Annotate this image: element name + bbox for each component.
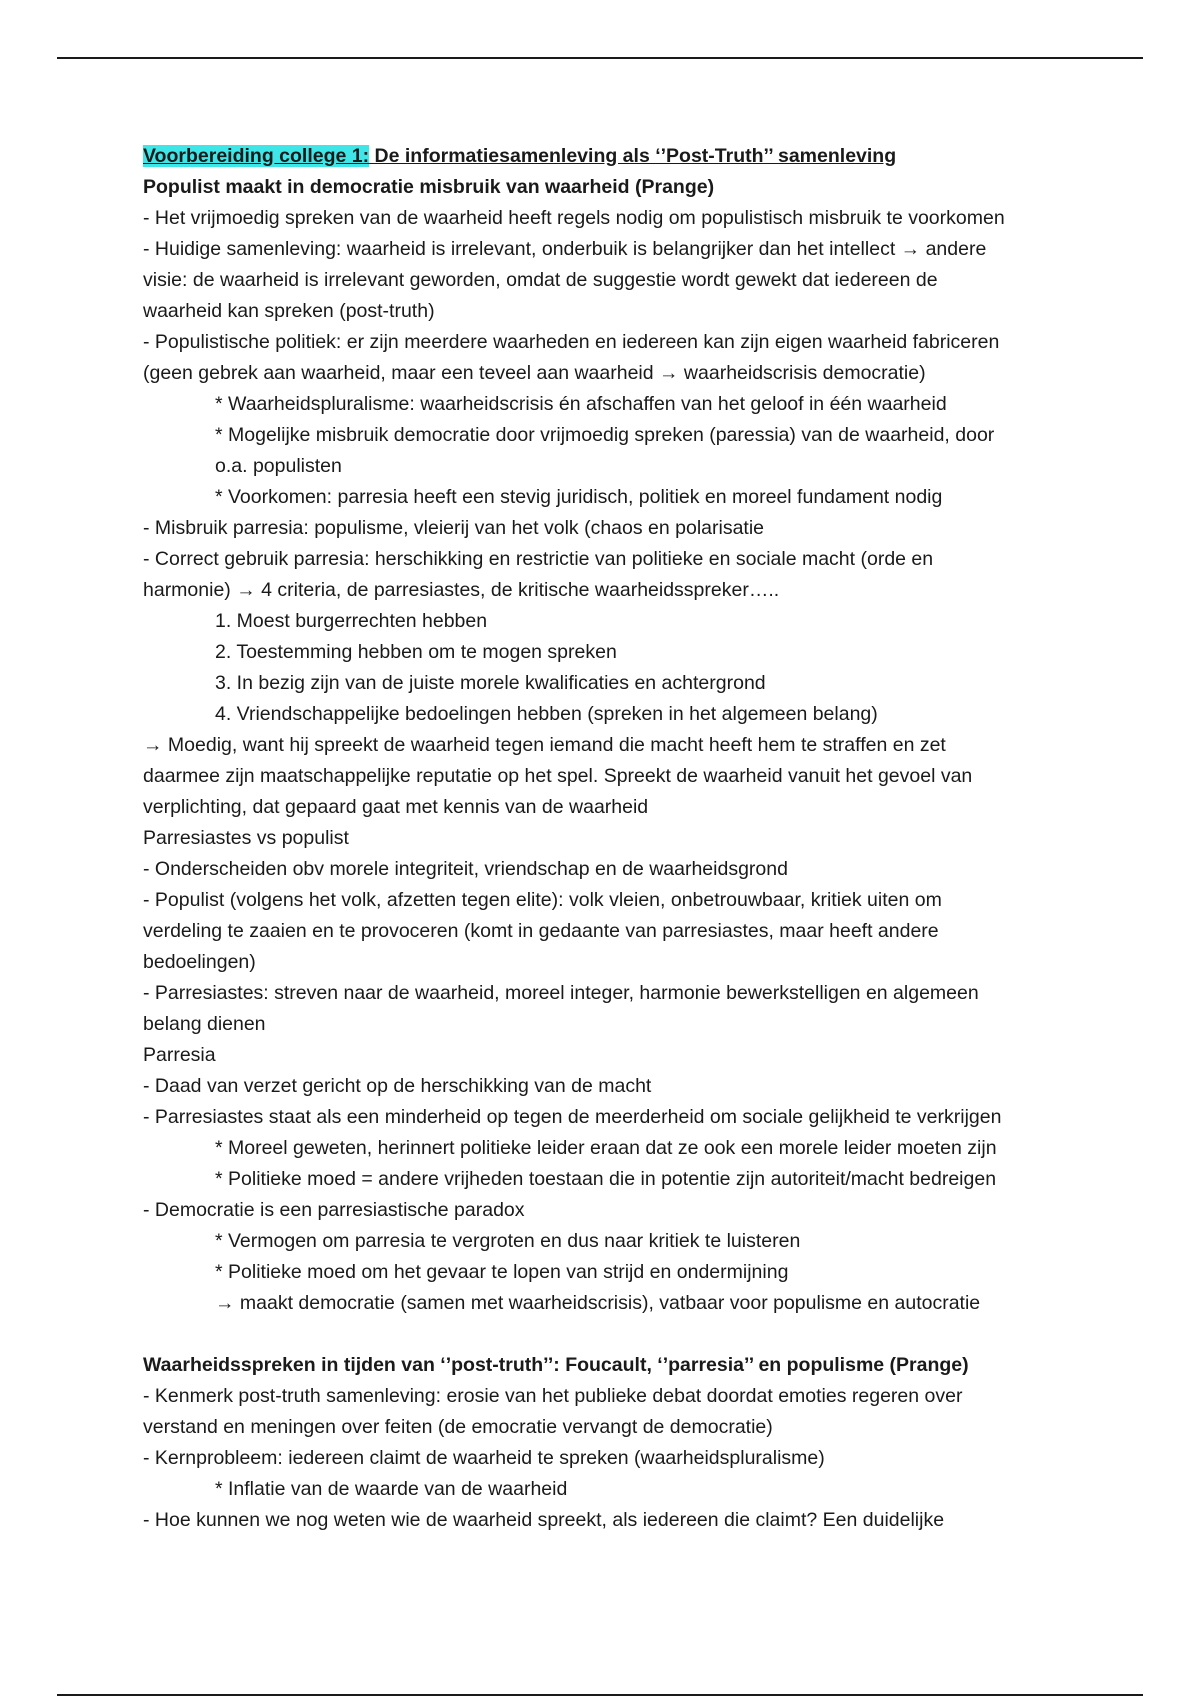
subheading: Parresiastes vs populist [143,827,349,849]
heading-highlight: Voorbereiding college 1: [143,145,370,167]
paragraph-line: - Correct gebruik parresia: herschikking en restrictie van politieke en sociale macht (orde en [143,548,934,570]
heading-title: De informatiesamenleving als ‘’Post-Truth’’ samenleving [369,145,897,167]
bullet-item: * Moreel geweten, herinnert politieke leider eraan dat ze ook een morele leider moeten zijn [215,1137,997,1159]
paragraph-line: - Daad van verzet gericht op de herschikking van de macht [143,1075,652,1097]
paragraph-line: - Populist (volgens het volk, afzetten tegen elite): volk vleien, onbetrouwbaar, kritiek uiten om [143,889,942,911]
paragraph-line: verstand en meningen over feiten (de emocratie vervangt de democratie) [143,1416,773,1438]
bullet-item: o.a. populisten [215,455,342,477]
bullet-item: * Politieke moed = andere vrijheden toestaan die in potentie zijn autoriteit/macht bedreigen [215,1168,997,1190]
bottom-rule [57,1694,1143,1696]
section-title: Waarheidsspreken in tijden van ‘’post-truth’’: Foucault, ‘’parresia’’ en populisme (Prange) [143,1354,969,1376]
bullet-item: * Inflatie van de waarde van de waarheid [215,1478,568,1500]
paragraph-line: daarmee zijn maatschappelijke reputatie op het spel. Spreekt de waarheid vanuit het gevoel van [143,765,973,787]
paragraph-line: - Parresiastes staat als een minderheid op tegen de meerderheid om sociale gelijkheid te verkrijgen [143,1106,1002,1128]
paragraph-line: visie: de waarheid is irrelevant geworden, omdat de suggestie wordt gewekt dat iedereen de [143,269,938,291]
paragraph-line: harmonie) → 4 criteria, de parresiastes, de kritische waarheidsspreker….. [143,579,780,601]
paragraph-line: - Misbruik parresia: populisme, vleierij van het volk (chaos en polarisatie [143,517,765,539]
paragraph-line: - Populistische politiek: er zijn meerdere waarheden en iedereen kan zijn eigen waarheid fabriceren [143,331,1000,353]
paragraph-line: belang dienen [143,1013,266,1035]
spacer [143,1319,1063,1350]
bullet-item: * Voorkomen: parresia heeft een stevig juridisch, politiek en moreel fundament nodig [215,486,943,508]
paragraph-line: → Moedig, want hij spreekt de waarheid tegen iemand die macht heeft hem te straffen en zet [143,734,946,756]
bullet-item: * Mogelijke misbruik democratie door vrijmoedig spreken (paressia) van de waarheid, door [215,424,995,446]
document-heading [143,141,1063,172]
paragraph-line: (geen gebrek aan waarheid, maar een teveel aan waarheid → waarheidscrisis democratie) [143,362,926,384]
subheading: Parresia [143,1044,216,1066]
bullet-item: * Politieke moed om het gevaar te lopen van strijd en ondermijning [215,1261,789,1283]
top-rule [57,57,1143,59]
paragraph-line: - Kenmerk post-truth samenleving: erosie van het publieke debat doordat emoties regeren over [143,1385,963,1407]
bullet-item: * Waarheidspluralisme: waarheidscrisis én afschaffen van het geloof in één waarheid [215,393,947,415]
section-title: Populist maakt in democratie misbruik van waarheid (Prange) [143,176,715,198]
paragraph-line: verdeling te zaaien en te provoceren (komt in gedaante van parresiastes, maar heeft andere [143,920,939,942]
paragraph-line: bedoelingen) [143,951,256,973]
bullet-item: → maakt democratie (samen met waarheidscrisis), vatbaar voor populisme en autocratie [215,1292,981,1314]
paragraph-line: - Democratie is een parresiastische paradox [143,1199,525,1221]
paragraph-line: - Onderscheiden obv morele integriteit, vriendschap en de waarheidsgrond [143,858,788,880]
paragraph-line: - Parresiastes: streven naar de waarheid, moreel integer, harmonie bewerkstelligen en algemeen [143,982,979,1004]
paragraph-line: - Huidige samenleving: waarheid is irrelevant, onderbuik is belangrijker dan het intellect → andere [143,238,987,260]
paragraph-line: - Het vrijmoedig spreken van de waarheid heeft regels nodig om populistisch misbruik te voorkomen [143,207,1005,229]
document-body [143,141,1063,1536]
paragraph-line: - Hoe kunnen we nog weten wie de waarheid spreekt, als iedereen die claimt? Een duidelijke [143,1509,945,1531]
criteria-item: 2. Toestemming hebben om te mogen spreken [215,641,617,663]
paragraph-line: - Kernprobleem: iedereen claimt de waarheid te spreken (waarheidspluralisme) [143,1447,825,1469]
criteria-item: 4. Vriendschappelijke bedoelingen hebben (spreken in het algemeen belang) [215,703,878,725]
criteria-item: 1. Moest burgerrechten hebben [215,610,488,632]
criteria-item: 3. In bezig zijn van de juiste morele kwalificaties en achtergrond [215,672,766,694]
bullet-item: * Vermogen om parresia te vergroten en dus naar kritiek te luisteren [215,1230,801,1252]
paragraph-line: verplichting, dat gepaard gaat met kennis van de waarheid [143,796,649,818]
paragraph-line: waarheid kan spreken (post-truth) [143,300,435,322]
